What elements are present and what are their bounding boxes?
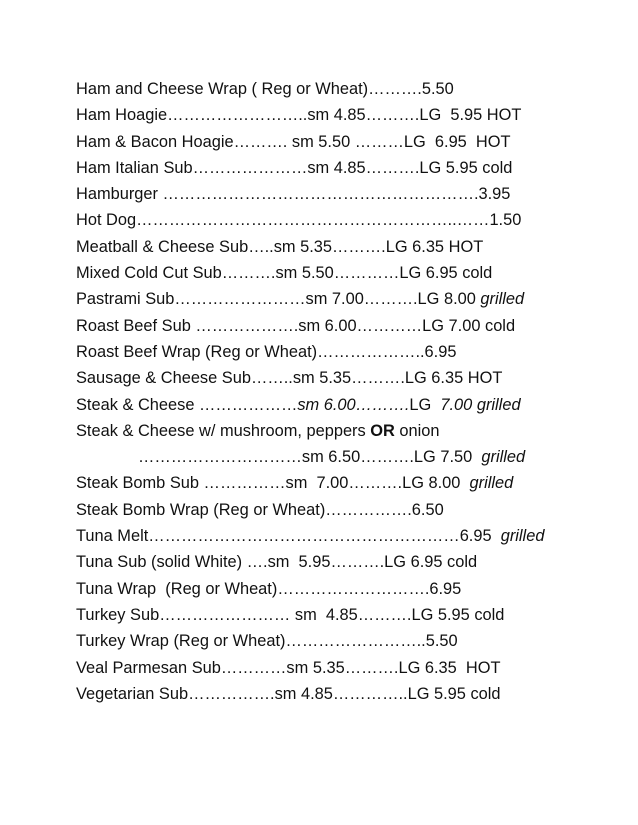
- menu-item-text: OR: [370, 421, 395, 440]
- menu-item-text: grilled: [480, 290, 525, 309]
- menu-item: [76, 260, 616, 286]
- menu-item-text: Hot Dog…………………………………………………..……1.50: [76, 211, 522, 230]
- menu-item: [76, 392, 616, 418]
- menu-item-text: LG: [409, 395, 441, 414]
- menu-item-text: Pastrami Sub……………………sm 7.00……….LG 8.00: [76, 290, 481, 309]
- menu-item: [76, 365, 616, 391]
- menu-item: [76, 207, 616, 233]
- menu-item-text: sm 6.00……….: [297, 395, 410, 414]
- menu-item-text: Steak Bomb Sub ……………sm 7.00……….LG 8.00: [76, 474, 470, 493]
- menu-item: [76, 313, 616, 339]
- menu-item: [76, 497, 616, 523]
- menu-item: [76, 681, 616, 707]
- menu-item: [76, 129, 616, 155]
- menu-item-text: Sausage & Cheese Sub……..sm 5.35……….LG 6.35 HOT: [76, 369, 503, 388]
- menu-item-text: grilled: [481, 448, 526, 467]
- menu-item-text: 7.00 grilled: [440, 395, 521, 414]
- menu-item: [76, 155, 616, 181]
- menu-item-text: Steak & Cheese w/ mushroom, peppers: [76, 421, 371, 440]
- menu-item-text: Meatball & Cheese Sub…..sm 5.35……….LG 6.35 HOT: [76, 237, 484, 256]
- menu-item: [76, 181, 616, 207]
- menu-item-text: Mixed Cold Cut Sub……….sm 5.50…………LG 6.95 cold: [76, 264, 493, 283]
- menu-item: [76, 234, 616, 260]
- menu-item: [76, 76, 616, 102]
- menu-item-text: onion: [394, 421, 440, 440]
- menu-item-text: Roast Beef Wrap (Reg or Wheat)………………..6.95: [76, 342, 457, 361]
- menu-item: [76, 549, 616, 575]
- menu-item-text: Ham and Cheese Wrap ( Reg or Wheat)……….5.50: [76, 80, 454, 98]
- menu-item: [76, 102, 616, 128]
- menu-item: [76, 339, 616, 365]
- menu-item-text: Tuna Wrap (Reg or Wheat)……………………….6.95: [76, 579, 462, 598]
- menu-item-text: Veal Parmesan Sub…………sm 5.35……….LG 6.35 HOT: [76, 658, 501, 677]
- menu-item: [76, 418, 616, 444]
- menu-item: [76, 602, 616, 628]
- menu-item-text: grilled: [500, 527, 545, 546]
- menu-item-continuation: [76, 444, 616, 470]
- menu-item-text: Hamburger ………………………………………………….3.95: [76, 185, 511, 204]
- menu-item-text: Tuna Melt…………………………………………………6.95: [76, 527, 501, 546]
- menu-item: [76, 286, 616, 312]
- menu-list: [76, 76, 616, 707]
- menu-item: [76, 655, 616, 681]
- menu-item-text: …………………………sm 6.50……….LG 7.50: [138, 448, 482, 467]
- menu-item-text: Steak Bomb Wrap (Reg or Wheat)…………….6.50: [76, 500, 444, 519]
- menu-item-text: Roast Beef Sub ……………….sm 6.00…………LG 7.00 cold: [76, 316, 516, 335]
- menu-item-text: Ham Italian Sub…………………sm 4.85……….LG 5.95 cold: [76, 158, 513, 177]
- menu-item-text: Turkey Wrap (Reg or Wheat)……………………..5.50: [76, 632, 458, 651]
- menu-item: [76, 470, 616, 496]
- menu-item-text: Turkey Sub…………………… sm 4.85……….LG 5.95 cold: [76, 605, 505, 624]
- menu-item: [76, 523, 616, 549]
- menu-item-text: Tuna Sub (solid White) ….sm 5.95……….LG 6.95 cold: [76, 553, 478, 572]
- menu-item-text: Ham Hoagie……………………..sm 4.85……….LG 5.95 HOT: [76, 106, 522, 125]
- menu-item-text: Ham & Bacon Hoagie………. sm 5.50 ………LG 6.95 HOT: [76, 132, 511, 151]
- menu-item: [76, 576, 616, 602]
- menu-item-text: Vegetarian Sub…………….sm 4.85…………..LG 5.95 cold: [76, 684, 501, 703]
- menu-item-text: Steak & Cheese ………………: [76, 395, 298, 414]
- menu-item: [76, 628, 616, 654]
- menu-item-text: grilled: [469, 474, 514, 493]
